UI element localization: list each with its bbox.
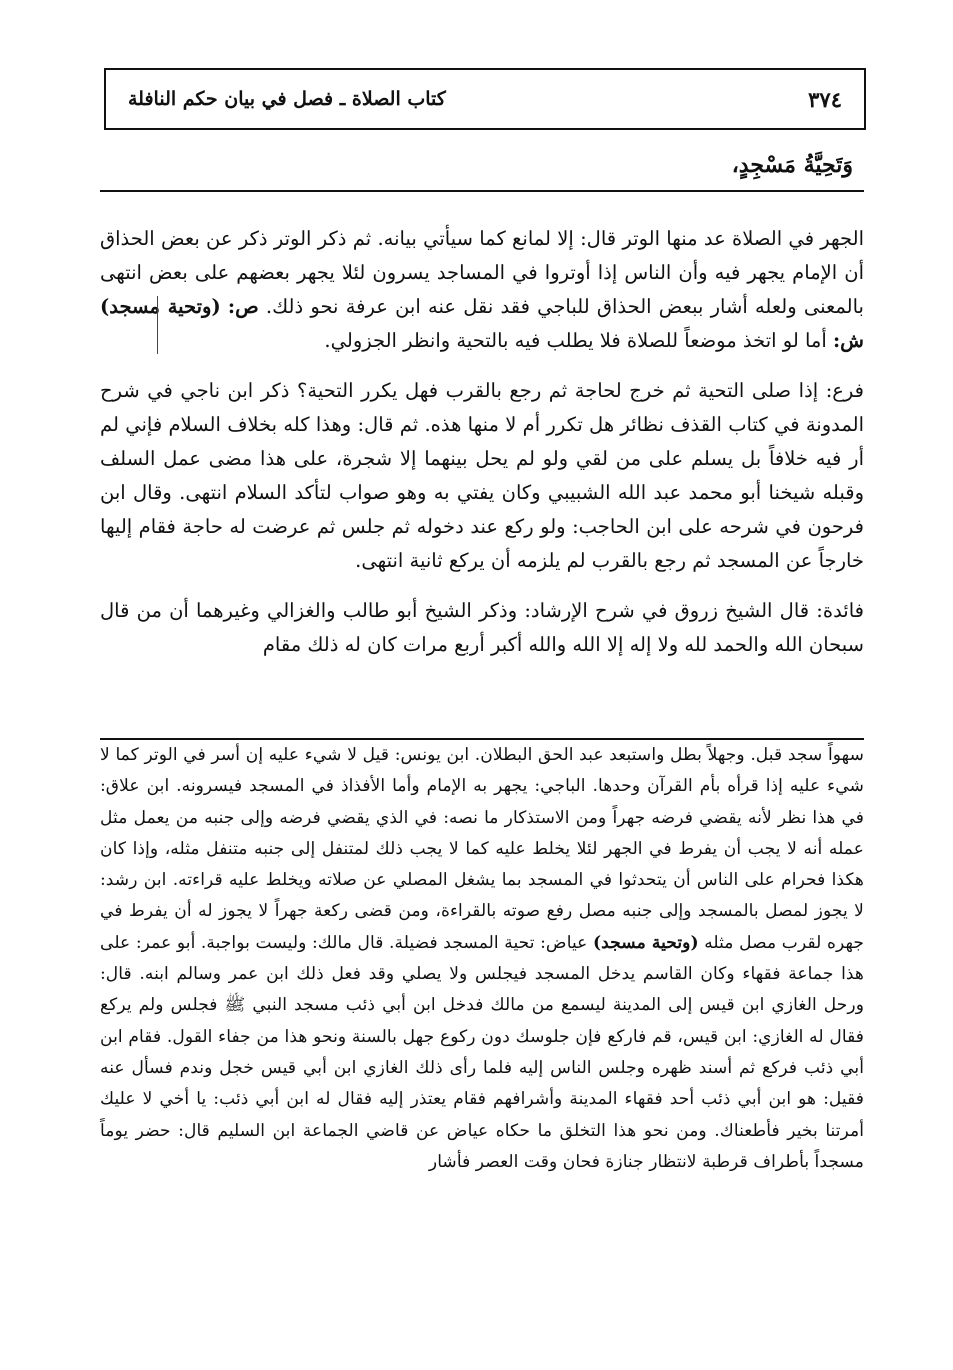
- commentary-para-1: [100, 222, 864, 358]
- footnote-before-term: سهواً سجد قبل. وجهلاً بطل واستبعد عبد الحق البطلان. ابن يونس: قيل لا شيء عليه إن أسر في الوتر كما لا شيء عليه إذا قرأه بأم القرآن وحدها. الباجي: يجهر به الإمام وأما الأفذاذ في المسجد فيسرونه. ابن علاق: في هذا نظر لأنه يقضي فرضه جهراً ومن الاستذكار ما نصه: في الذي يقضي فرضه وإلى جنبه من يعمل مثل عمله أنه لا يجب أن يفرط في الجهر لئلا يخلط عليه كما لا يجب ذلك لمتنفل إلى جنبه متنفل مثله، وإذا كان هكذا فحرام على الناس أن يتحدثوا في المسجد بما يشغل المصلي عن صلاته ويخلط عليه قراءته. ابن رشد: لا يجوز لمصل بالمسجد وإلى جنبه مصل رفع صوته بالقراءة، ومن قضى ركعة جهراً لا يجوز له أن يفرط في جهره لقرب مصل مثله: [100, 745, 864, 953]
- commentary-line: الحذاق أن الإمام يجهر فيه وأن الناس إذا أوتروا في المساجد يسرون لئلا يجهر بعضهم على: [100, 227, 864, 284]
- commentary-block: [100, 222, 864, 662]
- main-text: وَتَحِيَّةُ مَسْجِدٍ،: [731, 152, 853, 178]
- matn-marker: ص:: [227, 295, 259, 318]
- main-text-divider: [100, 190, 864, 192]
- commentary-line: الجهر في الصلاة عد منها الوتر قال: إلا لمانع كما سيأتي بيانه. ثم ذكر الوتر ذكر عن بعض: [161, 227, 864, 250]
- commentary-para-far: فرع: إذا صلى التحية ثم خرج لحاجة ثم رجع بالقرب فهل يكرر التحية؟ ذكر ابن ناجي في شرح المدونة في كتاب القذف نظائر هل تكرر أم لا منها هذه. ثم قال: وهذا كله بخلاف السلام فإني لم أر فيه خلافاً بل يسلم على من لقي ولو لم يحل بينهما إلا شجرة، على هذا مضى عمل السلف وقبله شيخنا أبو محمد عبد الله الشبيبي وكان يفتي به وهو صواب لتأكد السلام انتهى. وقال ابن فرحون في شرحه على ابن الحاجب: ولو ركع عند دخوله ثم جلس ثم عرضت له حاجة فقام إليها خارجاً عن المسجد ثم رجع بالقرب لم يلزمه أن يركع ثانية انتهى.: [100, 379, 864, 572]
- commentary-line: بعض انتهى بالمعنى ولعله أشار ببعض الحذاق للباجي فقد نقل عنه ابن عرفة نحو ذلك.: [100, 261, 864, 318]
- matn-term: (وتحية مسجد): [100, 295, 221, 318]
- running-header: [104, 68, 866, 130]
- sharh-marker: ش:: [832, 329, 864, 352]
- page-number: ٣٧٤: [808, 86, 842, 112]
- commentary-para-faida: فائدة: قال الشيخ زروق في شرح الإرشاد: وذكر الشيخ أبو طالب والغزالي وغيرهما أن من قال سبحان الله والحمد لله ولا إله إلا الله والله أكبر أربع مرات كان له ذلك مقام: [100, 599, 864, 656]
- commentary-line: أما لو اتخذ موضعاً للصلاة فلا يطلب فيه بالتحية وانظر الجزولي.: [324, 329, 827, 352]
- running-title: كتاب الصلاة ـ فصل في بيان حكم النافلة: [128, 88, 446, 110]
- margin-mark: [157, 296, 158, 354]
- footnotes-block: [100, 740, 864, 1178]
- footnote-term: (وتحية مسجد): [592, 932, 699, 953]
- footnote-after-term: عياض: تحية المسجد فضيلة. قال مالك: وليست بواجبة. أبو عمر: على هذا جماعة فقهاء وكان القاسم يدخل المسجد فيجلس ولا يصلي وقد فعل ذلك ابن عمر وسالم ابنه. قال: ورحل الغازي ابن قيس إلى المدينة ليسمع من مالك فدخل ابن أبي ذئب مسجد النبي ﷺ فجلس ولم يركع فقال له الغازي: ابن قيس، قم فاركع فإن جلوسك دون ركوع جهل بالسنة ونحو هذا من جفاء القول. فقام ابن أبي ذئب فركع ثم أسند ظهره وجلس الناس إليه فلما رأى ذلك الغازي ابن أبي قيس خجل وندم فسأل عنه فقيل: هو ابن أبي ذئب أحد فقهاء المدينة وأشرافهم فقام يعتذر إليه فقال له ابن أبي ذئب: يا أخي لا عليك أمرتنا بخير فأطعناك. ومن نحو هذا التخلق ما حكاه عياض عن قاضي الجماعة ابن السليم قال: حضر يوماً مسجداً بأطراف قرطبة لانتظار جنازة فحان وقت العصر فأشار: [100, 932, 864, 1172]
- footnote-text: [100, 740, 864, 1178]
